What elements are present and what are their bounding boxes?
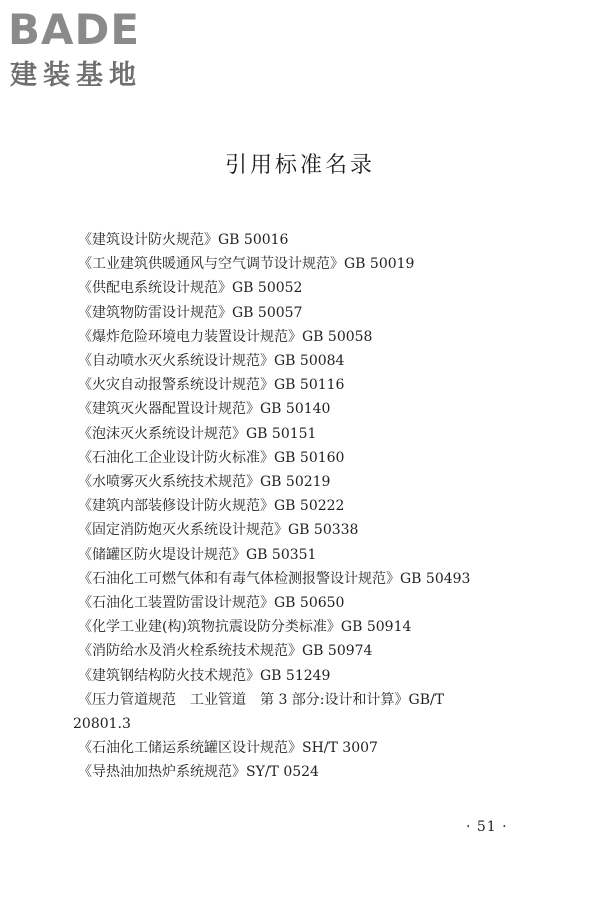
reference-item: 《爆炸危险环境电力装置设计规范》GB 50058 xyxy=(78,328,373,345)
logo-wordmark: BADE xyxy=(8,5,141,54)
reference-item: 《化学工业建(构)筑物抗震设防分类标准》GB 50914 xyxy=(78,619,412,636)
reference-item: 《供配电系统设计规范》GB 50052 xyxy=(78,280,303,297)
reference-item: 《建筑物防雷设计规范》GB 50057 xyxy=(78,304,303,321)
reference-item-line: 《压力管道规范 工业管道 第 3 部分:设计和计算》GB/T xyxy=(78,691,445,708)
reference-item: 《消防给水及消火栓系统技术规范》GB 50974 xyxy=(78,643,373,660)
reference-item-wrapped xyxy=(0,688,600,736)
reference-item: 《石油化工可燃气体和有毒气体检测报警设计规范》GB 50493 xyxy=(78,570,471,587)
reference-item: 《建筑钢结构防火技术规范》GB 51249 xyxy=(78,667,331,684)
reference-item: 《石油化工储运系统罐区设计规范》SH/T 3007 xyxy=(78,740,378,757)
reference-item: 《建筑设计防火规范》GB 50016 xyxy=(78,232,289,248)
reference-item: 《火灾自动报警系统设计规范》GB 50116 xyxy=(78,377,345,394)
reference-list xyxy=(0,228,600,785)
page-title: 引用标准名录 xyxy=(224,153,375,178)
reference-item: 《石油化工企业设计防火标准》GB 50160 xyxy=(78,449,345,466)
reference-item: 《导热油加热炉系统规范》SY/T 0524 xyxy=(78,764,319,781)
reference-item: 《石油化工装置防雷设计规范》GB 50650 xyxy=(78,595,345,612)
reference-item: 《储罐区防火堤设计规范》GB 50351 xyxy=(78,546,317,563)
reference-item: 《固定消防炮灭火系统设计规范》GB 50338 xyxy=(78,522,359,539)
reference-item: 《建筑灭火器配置设计规范》GB 50140 xyxy=(78,401,331,418)
brand-logo xyxy=(8,4,188,96)
reference-item: 《建筑内部装修设计防火规范》GB 50222 xyxy=(78,498,345,515)
reference-item: 《泡沫灭火系统设计规范》GB 50151 xyxy=(78,425,317,442)
reference-item-continuation: 20801.3 xyxy=(73,716,131,733)
reference-item: 《水喷雾灭火系统技术规范》GB 50219 xyxy=(78,474,331,491)
reference-item: 《工业建筑供暖通风与空气调节设计规范》GB 50019 xyxy=(78,256,415,273)
reference-item: 《自动喷水灭火系统设计规范》GB 50084 xyxy=(78,353,345,370)
logo-subtitle: 建装基地 xyxy=(10,60,142,91)
page-number: · 51 · xyxy=(466,819,508,835)
